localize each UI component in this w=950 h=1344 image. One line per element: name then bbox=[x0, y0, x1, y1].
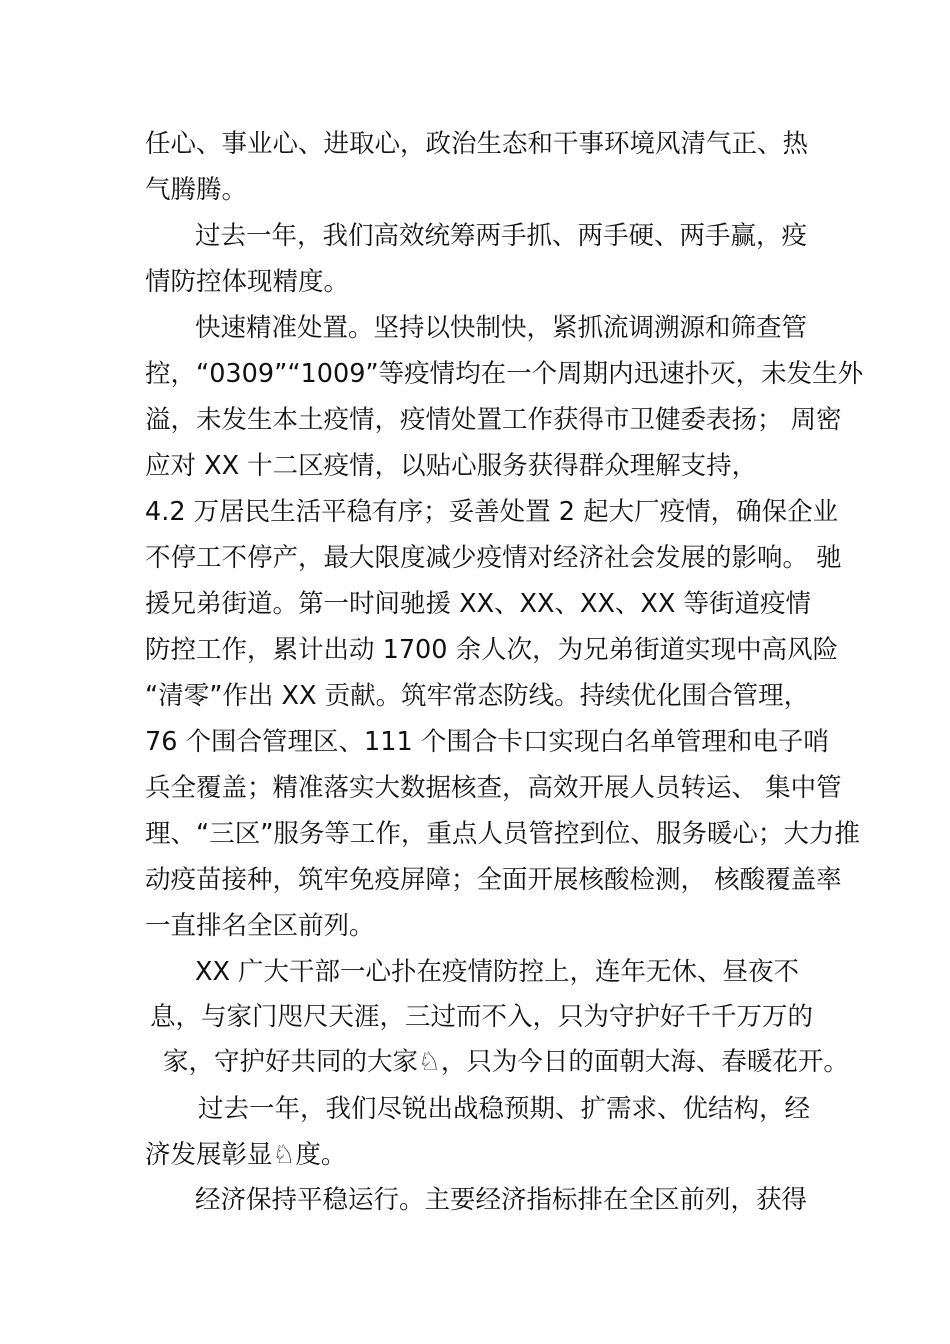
text-line: 经济保持平稳运行。主要经济指标排在全区前列，获得 bbox=[195, 1185, 808, 1215]
text-line: 任心、事业心、进取心，政治生态和干事环境风清气正、热 bbox=[145, 129, 809, 159]
text-line: 不停工不停产，最大限度减少疫情对经济社会发展的影响。 驰 bbox=[145, 543, 842, 573]
text-line: 济发展彰显♘度。 bbox=[145, 1140, 347, 1170]
text-line: 快速精准处置。坚持以快制快，紧抓流调溯源和筛查管 bbox=[195, 313, 808, 343]
text-line: 应对 XX 十二区疫情，以贴心服务获得群众理解支持， bbox=[145, 451, 758, 481]
text-line: 理、“三区”服务等工作，重点人员管控到位、服务暖心；大力推 bbox=[145, 819, 860, 849]
text-line: 气腾腾。 bbox=[145, 175, 248, 205]
text-line: 过去一年，我们尽锐出战稳预期、扩需求、优结构，经 bbox=[198, 1094, 811, 1124]
text-line: 动疫苗接种，筑牢免疫屏障；全面开展核酸检测， 核酸覆盖率 bbox=[145, 865, 842, 895]
text-line: XX 广大干部一心扑在疫情防控上，连年无休、昼夜不 bbox=[195, 957, 800, 987]
text-line: 防控工作，累计出动 1700 余人次，为兄弟街道实现中高风险 bbox=[145, 635, 839, 665]
text-line: 4.2 万居民生活平稳有序；妥善处置 2 起大厂疫情，确保企业 bbox=[145, 497, 839, 527]
text-line: 控，“0309”“1009”等疫情均在一个周期内迅速扑灭，未发生外 bbox=[145, 359, 864, 389]
text-line: “清零”作出 XX 贡献。筑牢常态防线。持续优化围合管理， bbox=[145, 681, 810, 711]
text-line: 情防控体现精度。 bbox=[145, 267, 350, 297]
text-line: 76 个围合管理区、111 个围合卡口实现白名单管理和电子哨 bbox=[145, 727, 829, 757]
text-line: 兵全覆盖；精准落实大数据核查，高效开展人员转运、 集中管 bbox=[145, 773, 842, 803]
text-line: 息，与家门咫尺天涯，三过而不入，只为守护好千千万万的 bbox=[150, 1002, 814, 1032]
text-line: 援兄弟街道。第一时间驰援 XX、XX、XX、XX 等街道疫情 bbox=[145, 589, 811, 619]
text-line: 溢，未发生本土疫情，疫情处置工作获得市卫健委表扬； 周密 bbox=[145, 405, 842, 435]
text-line: 家，守护好共同的大家♘，只为今日的面朝大海、春暖花开。 bbox=[163, 1047, 849, 1077]
text-line: 过去一年，我们高效统筹两手抓、两手硬、两手赢，疫 bbox=[195, 221, 808, 251]
text-line: 一直排名全区前列。 bbox=[145, 911, 375, 941]
